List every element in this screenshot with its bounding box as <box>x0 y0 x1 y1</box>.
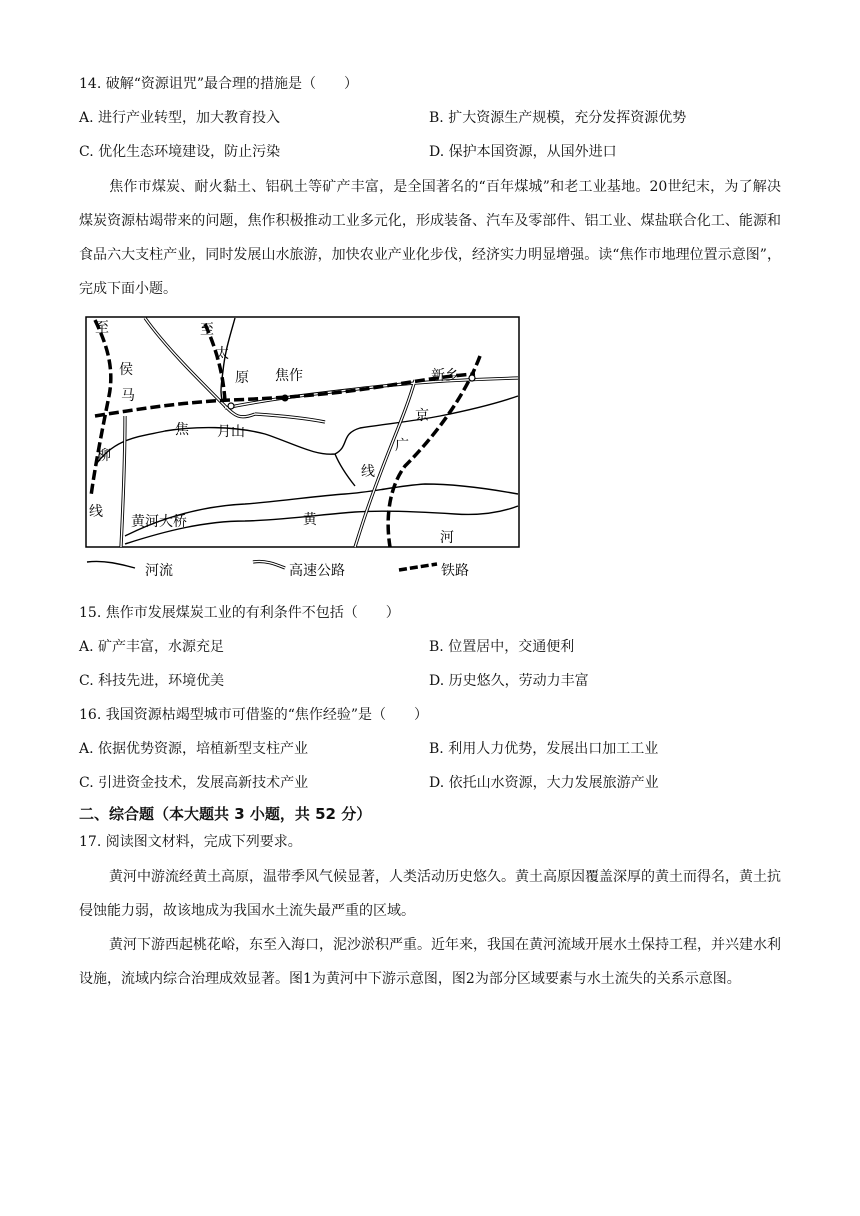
map-label-jing: 京 <box>415 408 429 424</box>
q17-stem: 17. 阅读图文材料，完成下列要求。 <box>79 834 302 850</box>
q15-option-c: C. 科技先进，环境优美 <box>79 673 225 689</box>
q14-option-b: B. 扩大资源生产规模，充分发挥资源优势 <box>429 110 687 126</box>
q15-option-b: B. 位置居中，交通便利 <box>429 639 575 655</box>
legend-river-symbol <box>87 561 135 568</box>
q15-option-a: A. 矿产丰富，水源充足 <box>79 639 225 655</box>
xinxiang-city-dot <box>469 375 475 381</box>
map-label-xinxiang: 新乡 <box>431 368 459 384</box>
map-label-liu: 柳 <box>97 448 111 464</box>
q14-option-a: A. 进行产业转型，加大教育投入 <box>79 110 281 126</box>
yueshan-city-dot <box>228 403 234 409</box>
map-label-hou: 侯 <box>119 362 133 378</box>
legend-railway-label: 铁路 <box>441 563 469 579</box>
map-label-zhi2: 至 <box>200 322 214 338</box>
q16-option-c: C. 引进资金技术，发展高新技术产业 <box>79 775 309 791</box>
q14-option-d: D. 保护本国资源，从国外进口 <box>429 144 617 160</box>
q14-stem: 14. 破解“资源诅咒”最合理的措施是（ ） <box>79 76 359 92</box>
passage-jiaozuo: 焦作市煤炭、耐火黏土、铝矾土等矿产丰富，是全国著名的“百年煤城”和老工业基地。20世纪末，为了解决煤炭资源枯竭带来的问题，焦作积极推动工业多元化，形成装备、汽车及零部件、铝工业、煤盐联合化工、能源和食品六大支柱产业，同时发展山水旅游，加快农业产业化步伐，经济实力明显增强。读“焦作市地理位置示意图”，完成下面小题。 <box>79 179 781 297</box>
map-label-huanghe-bridge: 黄河大桥 <box>131 514 187 530</box>
map-label-jiaozuo: 焦作 <box>275 368 303 384</box>
q16-option-d: D. 依托山水资源，大力发展旅游产业 <box>429 775 659 791</box>
jiaozuo-city-dot <box>282 395 289 402</box>
map-label-huang: 黄 <box>303 512 317 528</box>
map-label-zhi1: 至 <box>95 320 109 336</box>
section-2-heading: 二、综合题（本大题共 3 小题，共 52 分） <box>79 805 372 823</box>
q16-option-b: B. 利用人力优势，发展出口加工工业 <box>429 741 659 757</box>
map-label-yuan: 原 <box>235 370 249 386</box>
q14-option-c: C. 优化生态环境建设，防止污染 <box>79 144 281 160</box>
q16-stem: 16. 我国资源枯竭型城市可借鉴的“焦作经验”是（ ） <box>79 707 429 723</box>
jiaozuo-location-map <box>85 316 525 584</box>
q16-option-a: A. 依据优势资源，培植新型支柱产业 <box>79 741 309 757</box>
q15-option-d: D. 历史悠久，劳动力丰富 <box>429 673 589 689</box>
q17-paragraph-1: 黄河中游流经黄土高原，温带季风气候显著，人类活动历史悠久。黄土高原因覆盖深厚的黄土而得名，黄土抗侵蚀能力弱，故该地成为我国水土流失最严重的区域。 <box>79 869 781 919</box>
map-label-xian1: 线 <box>361 464 375 480</box>
q17-paragraph-2: 黄河下游西起桃花峪，东至入海口，泥沙淤积严重。近年来，我国在黄河流域开展水土保持工程，并兴建水利设施，流域内综合治理成效显著。图1为黄河中下游示意图，图2为部分区域要素与水土流失的关系示意图。 <box>79 937 781 987</box>
legend-railway-symbol <box>399 564 437 570</box>
map-legend <box>87 561 469 579</box>
map-label-jiao: 焦 <box>175 422 189 438</box>
map-label-he: 河 <box>440 530 454 546</box>
q15-stem: 15. 焦作市发展煤炭工业的有利条件不包括（ ） <box>79 605 400 621</box>
map-label-ma: 马 <box>121 388 135 404</box>
map-label-xian2: 线 <box>89 504 103 520</box>
legend-highway-label: 高速公路 <box>289 563 345 579</box>
map-label-guang: 广 <box>395 438 409 454</box>
legend-river-label: 河流 <box>145 563 173 579</box>
map-label-tai: 太 <box>215 346 229 362</box>
map-label-yueshan: 月山 <box>217 424 245 440</box>
